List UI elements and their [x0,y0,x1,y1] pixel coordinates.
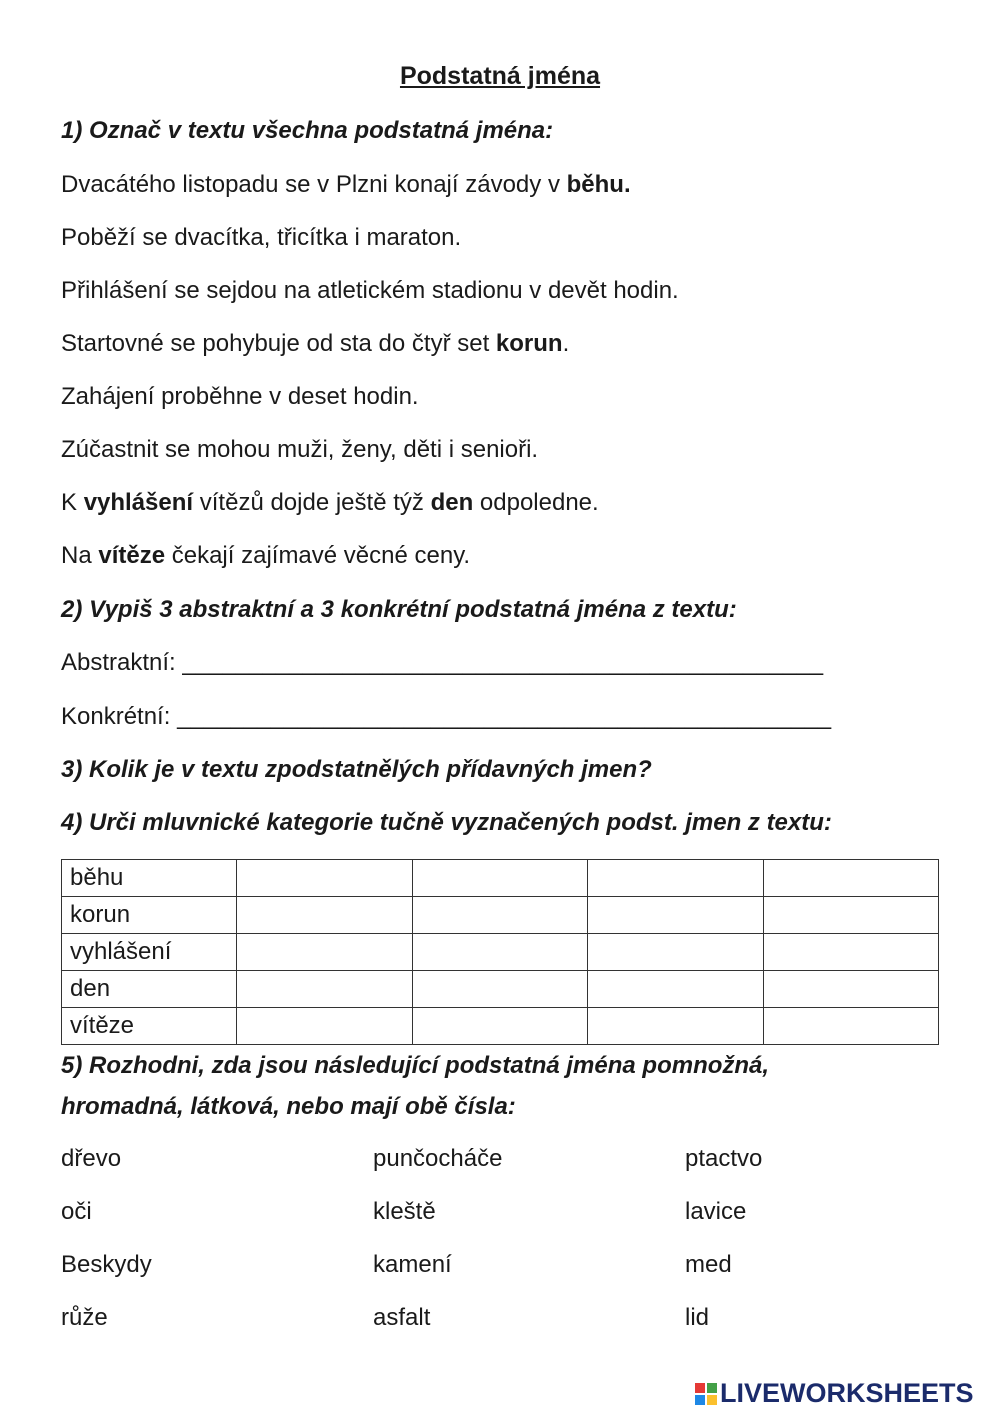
answer-cell[interactable] [237,934,412,971]
answer-cell[interactable] [588,897,763,934]
bold-noun-den[interactable]: den [430,489,474,516]
answer-cell[interactable] [763,1008,938,1045]
logo-square-red [695,1383,705,1393]
row-label-vyhlaseni: vyhlášení [62,934,237,971]
text-line-1[interactable] [61,171,631,199]
word-item[interactable]: ptactvo [685,1145,763,1172]
logo-square-yellow [707,1395,717,1405]
table-row [62,897,939,934]
question-2-heading: 2) Vypiš 3 abstraktní a 3 konkrétní podstatná jména z textu: [61,596,737,623]
word-item[interactable]: kleště [373,1198,436,1225]
bold-noun-vyhlaseni[interactable]: vyhlášení [83,489,194,516]
text-line-4[interactable] [61,330,569,358]
text-line-5-pre: Zahájení proběhne v deset hodin. [61,383,419,410]
question-5-heading-line-1: 5) Rozhodni, zda jsou následující podstatná jména pomnožná, [61,1052,770,1079]
table-row [62,860,939,897]
logo-square-blue [695,1395,705,1405]
text-line-8-a: Na [61,542,99,569]
row-label-viteze: vítěze [62,1008,237,1045]
bold-noun-viteze[interactable]: vítěze [98,542,166,569]
table-row [62,934,939,971]
answer-cell[interactable] [237,897,412,934]
liveworksheets-logo[interactable] [695,1378,974,1409]
text-line-2[interactable] [61,224,461,252]
bold-noun-behu[interactable]: běhu. [566,171,631,198]
text-line-2-pre: Poběží se dvacítka, třicítka i maraton. [61,224,462,251]
question-1-heading: 1) Označ v textu všechna podstatná jména: [61,117,554,144]
text-line-5[interactable] [61,383,419,411]
logo-mark-icon [695,1383,717,1405]
answer-cell[interactable] [412,971,587,1008]
text-line-7-a: K [61,489,84,516]
answer-cell[interactable] [412,860,587,897]
answer-cell[interactable] [412,934,587,971]
word-item[interactable]: kamení [373,1251,452,1278]
grammar-categories-table [61,859,939,1045]
text-line-8[interactable] [61,542,470,570]
text-line-4-pre: Startovné se pohybuje od sta do čtyř set [61,330,496,357]
text-line-6-pre: Zúčastnit se mohou muži, ženy, děti i senioři. [61,436,539,463]
answer-cell[interactable] [763,860,938,897]
answer-cell[interactable] [763,934,938,971]
logo-square-green [707,1383,717,1393]
concrete-answer-field[interactable]: Konkrétní: _________________________________________________ [61,703,832,730]
word-item[interactable]: asfalt [373,1304,431,1331]
bold-noun-korun[interactable]: korun [495,330,563,357]
text-line-7[interactable] [61,489,599,517]
word-item[interactable]: lavice [685,1198,747,1225]
row-label-korun: korun [62,897,237,934]
row-label-den: den [62,971,237,1008]
abstract-answer-field[interactable]: Abstraktní: ________________________________________________ [61,649,824,676]
word-item[interactable]: punčocháče [373,1145,503,1172]
text-line-1-pre: Dvacátého listopadu se v Plzni konají závody v [61,171,567,198]
answer-cell[interactable] [412,1008,587,1045]
word-item[interactable]: oči [61,1198,92,1225]
word-item[interactable]: med [685,1251,732,1278]
answer-cell[interactable] [588,1008,763,1045]
word-item[interactable]: dřevo [61,1145,122,1172]
text-line-3-pre: Přihlášení se sejdou na atletickém stadionu v devět hodin. [61,277,679,304]
answer-cell[interactable] [588,860,763,897]
answer-cell[interactable] [237,971,412,1008]
logo-text: LIVEWORKSHEETS [720,1378,974,1408]
row-label-behu: běhu [62,860,237,897]
text-line-8-c: čekají zajímavé věcné ceny. [165,542,471,569]
text-line-7-e: odpoledne. [473,489,599,516]
table-row [62,1008,939,1045]
text-line-6[interactable] [61,436,538,464]
text-line-3[interactable] [61,277,679,305]
answer-cell[interactable] [412,897,587,934]
text-line-7-c: vítězů dojde ještě týž [193,489,431,516]
answer-cell[interactable] [588,971,763,1008]
question-4-heading: 4) Urči mluvnické kategorie tučně vyznačených podst. jmen z textu: [61,809,832,836]
answer-cell[interactable] [588,934,763,971]
answer-cell[interactable] [763,971,938,1008]
text-line-4-post: . [562,330,570,357]
word-item[interactable]: lid [685,1304,710,1331]
page-title: Podstatná jména [399,62,601,90]
answer-cell[interactable] [237,1008,412,1045]
answer-cell[interactable] [237,860,412,897]
question-5-heading-line-2: hromadná, látková, nebo mají obě čísla: [61,1093,516,1120]
question-3-heading: 3) Kolik je v textu zpodstatnělých přídavných jmen? [61,756,652,783]
word-item[interactable]: růže [61,1304,108,1331]
table-row [62,971,939,1008]
word-item[interactable]: Beskydy [61,1251,152,1278]
answer-cell[interactable] [763,897,938,934]
